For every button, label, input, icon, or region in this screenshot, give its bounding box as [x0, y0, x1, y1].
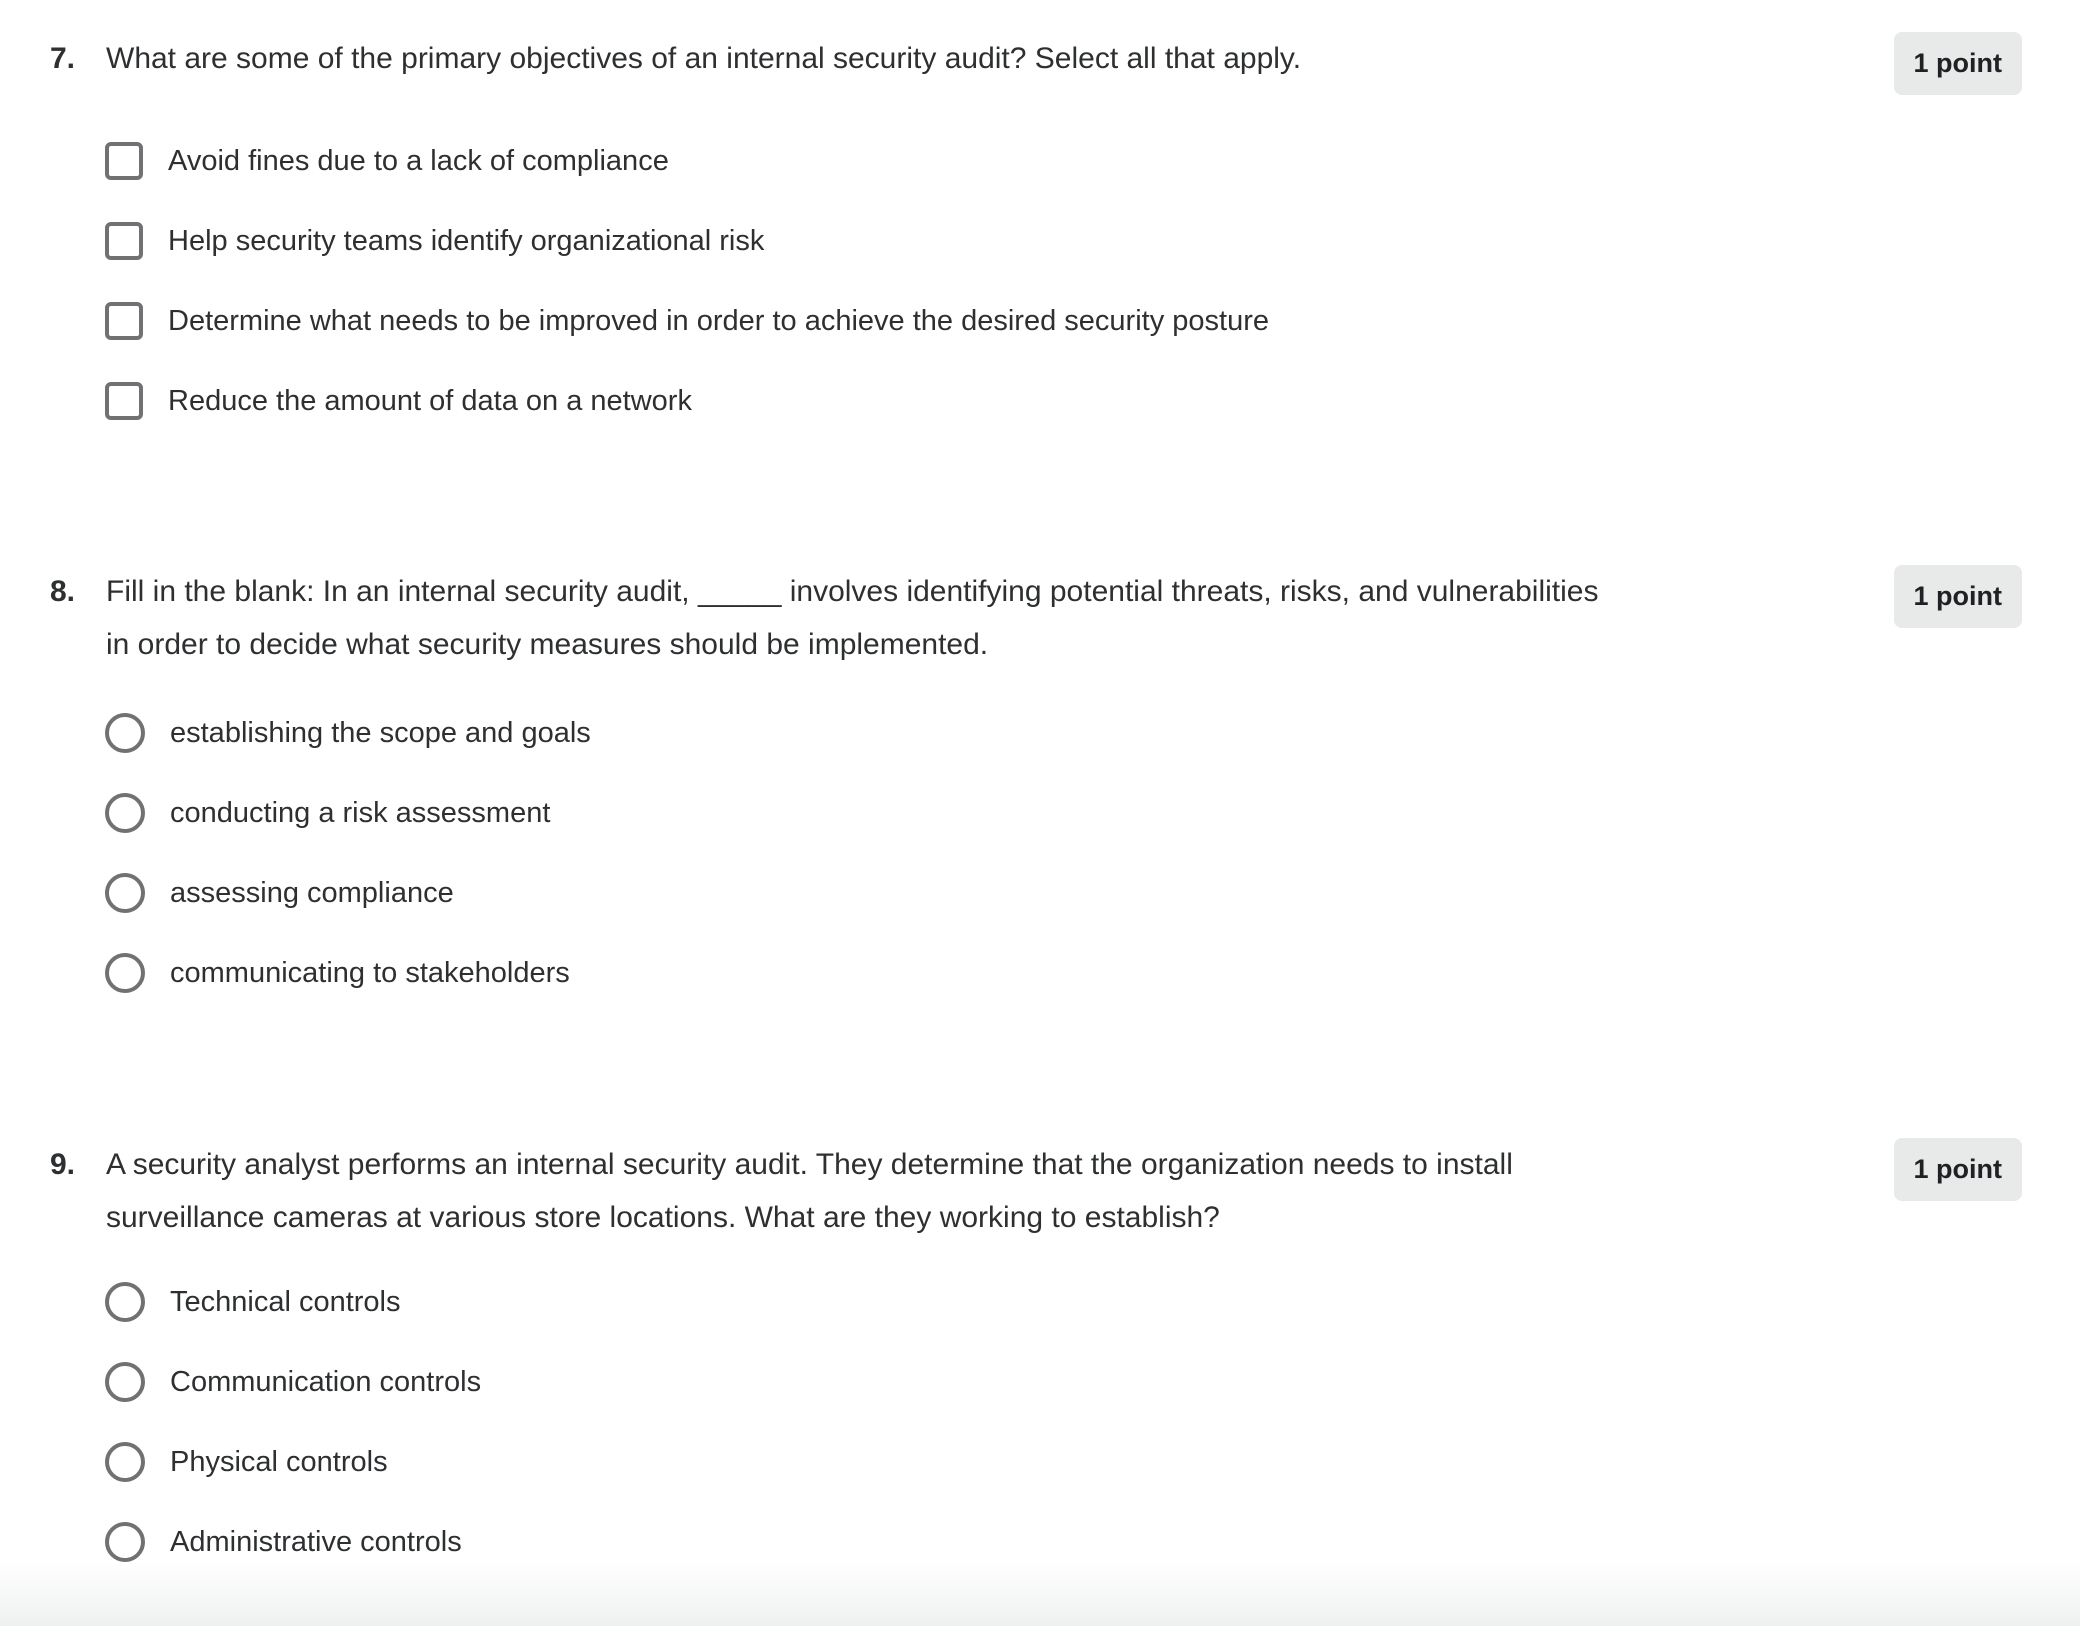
- question-9-text-line-1: A security analyst performs an internal security audit. They determine that the organization needs to install: [106, 1148, 1513, 1181]
- question-7: [0, 32, 2080, 441]
- checkbox-option-row[interactable]: [0, 121, 2080, 201]
- radio-option-row[interactable]: [0, 933, 2080, 1013]
- checkbox-icon[interactable]: [105, 302, 143, 340]
- radio-option-row[interactable]: [0, 853, 2080, 933]
- radio-icon[interactable]: [105, 873, 145, 913]
- question-7-body: [0, 32, 2080, 85]
- question-9-options: [0, 1262, 2080, 1582]
- question-8: [0, 565, 2080, 1013]
- radio-icon[interactable]: [105, 953, 145, 993]
- radio-icon[interactable]: [105, 713, 145, 753]
- question-7-options: [0, 121, 2080, 441]
- option-label: Communication controls: [170, 1366, 482, 1398]
- option-label: Technical controls: [170, 1286, 401, 1318]
- option-label: establishing the scope and goals: [170, 717, 591, 749]
- radio-option-row[interactable]: [0, 1342, 2080, 1422]
- option-label: conducting a risk assessment: [170, 797, 551, 829]
- option-label: Physical controls: [170, 1446, 388, 1478]
- radio-icon[interactable]: [105, 1442, 145, 1482]
- question-8-body: [0, 565, 2080, 671]
- question-8-text-line-1: Fill in the blank: In an internal security audit, _____ involves identifying potential threats, risks, and vulnerabilities: [106, 575, 1599, 608]
- option-label: Administrative controls: [170, 1526, 462, 1558]
- question-9-body: [0, 1138, 2080, 1244]
- points-badge: 1 point: [1894, 32, 2023, 95]
- radio-option-row[interactable]: [0, 1422, 2080, 1502]
- points-badge: 1 point: [1894, 565, 2023, 628]
- radio-icon[interactable]: [105, 1522, 145, 1562]
- question-8-text-line-2: in order to decide what security measures should be implemented.: [106, 628, 989, 661]
- question-7-number: 7.: [50, 42, 76, 75]
- checkbox-option-row[interactable]: [0, 281, 2080, 361]
- question-9: [0, 1138, 2080, 1582]
- checkbox-icon[interactable]: [105, 222, 143, 260]
- radio-option-row[interactable]: [0, 693, 2080, 773]
- question-8-number: 8.: [50, 575, 76, 608]
- question-9-number: 9.: [50, 1148, 76, 1181]
- radio-option-row[interactable]: [0, 1262, 2080, 1342]
- checkbox-option-row[interactable]: [0, 361, 2080, 441]
- option-label: Reduce the amount of data on a network: [168, 385, 692, 417]
- radio-option-row[interactable]: [0, 773, 2080, 853]
- question-8-options: [0, 693, 2080, 1013]
- question-9-text-line-2: surveillance cameras at various store locations. What are they working to establish?: [106, 1201, 1220, 1234]
- checkbox-option-row[interactable]: [0, 201, 2080, 281]
- option-label: communicating to stakeholders: [170, 957, 570, 989]
- checkbox-icon[interactable]: [105, 382, 143, 420]
- checkbox-icon[interactable]: [105, 142, 143, 180]
- radio-icon[interactable]: [105, 1362, 145, 1402]
- radio-icon[interactable]: [105, 1282, 145, 1322]
- option-label: Determine what needs to be improved in order to achieve the desired security posture: [168, 305, 1269, 337]
- question-7-text: What are some of the primary objectives of an internal security audit? Select all that apply.: [106, 42, 1302, 75]
- radio-icon[interactable]: [105, 793, 145, 833]
- points-badge: 1 point: [1894, 1138, 2023, 1201]
- radio-option-row[interactable]: [0, 1502, 2080, 1582]
- option-label: Help security teams identify organizational risk: [168, 225, 765, 257]
- option-label: assessing compliance: [170, 877, 454, 909]
- option-label: Avoid fines due to a lack of compliance: [168, 145, 669, 177]
